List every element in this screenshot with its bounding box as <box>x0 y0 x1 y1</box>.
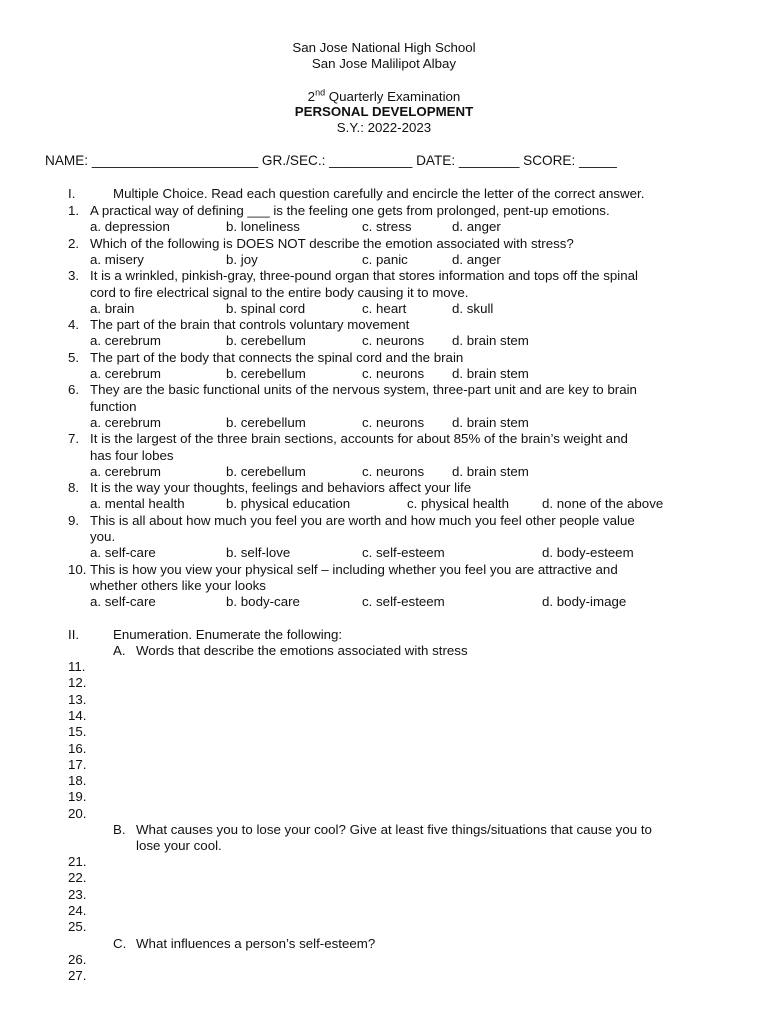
answer-blank-number: 23. <box>68 886 87 902</box>
section-b-line-2: lose your cool. <box>136 838 222 853</box>
answer-option[interactable]: d. skull <box>452 300 494 316</box>
question-text: The part of the body that connects the spinal cord and the brain <box>90 349 464 365</box>
answer-option[interactable]: c. neurons <box>362 414 425 430</box>
question-text: This is all about how much you feel you are worth and how much you feel other people value <box>90 512 635 528</box>
subject-title: PERSONAL DEVELOPMENT <box>294 104 474 119</box>
answer-option[interactable]: a. mental health <box>90 496 185 512</box>
part2-instruction: Enumeration. Enumerate the following: <box>113 627 343 642</box>
section-c-letter: C. <box>113 936 127 951</box>
answer-option[interactable]: c. self-esteem <box>362 594 445 610</box>
answer-blank-number: 16. <box>68 740 87 756</box>
answer-option[interactable]: a. cerebrum <box>90 333 161 349</box>
answer-blank-number: 15. <box>68 724 87 740</box>
question-number: 10. <box>68 561 87 577</box>
school-name: San Jose National High School <box>292 40 476 55</box>
question-text: It is the largest of the three brain sections, accounts for about 85% of the brain’s weight and <box>90 431 628 447</box>
exam-title <box>0 89 768 105</box>
answer-option[interactable]: a. depression <box>90 219 170 235</box>
question-text: They are the basic functional units of the nervous system, three-part unit and are key to brain <box>90 382 637 398</box>
answer-option[interactable]: d. none of the above <box>542 496 664 512</box>
question-number: 8. <box>68 480 80 496</box>
answer-option[interactable]: a. brain <box>90 300 135 316</box>
question-number: 9. <box>68 512 80 528</box>
question-text: you. <box>90 529 116 544</box>
answer-option[interactable]: c. neurons <box>362 463 425 479</box>
question-text: has four lobes <box>90 447 174 463</box>
answer-blank-number: 18. <box>68 773 87 789</box>
answer-option[interactable]: b. body-care <box>226 594 300 610</box>
answer-option[interactable]: b. cerebellum <box>226 414 306 430</box>
answer-option[interactable]: c. heart <box>362 300 407 316</box>
answer-option[interactable]: b. physical education <box>226 496 351 512</box>
answer-option[interactable]: c. self-esteem <box>362 545 445 561</box>
answer-option[interactable]: b. loneliness <box>226 219 300 235</box>
question-number: 6. <box>68 382 80 398</box>
answer-option[interactable]: a. cerebrum <box>90 463 161 479</box>
answer-blank-number: 27. <box>68 968 87 984</box>
question-number: 5. <box>68 349 80 365</box>
answer-blank-number: 12. <box>68 675 87 691</box>
quarter-number: 2 <box>307 89 316 104</box>
answer-option[interactable]: a. misery <box>90 251 144 267</box>
question-text: function <box>90 398 137 414</box>
answer-blank-number: 21. <box>68 854 87 869</box>
answer-blank-number: 26. <box>68 952 87 967</box>
answer-option[interactable]: d. body-image <box>542 594 627 610</box>
section-c-text: What influences a person’s self-esteem? <box>136 936 376 951</box>
part1-instruction: Multiple Choice. Read each question carefully and encircle the letter of the correct answer. <box>113 186 645 201</box>
answer-blank-number: 20. <box>68 805 87 821</box>
question-text: cord to fire electrical signal to the entire body causing it to move. <box>90 284 469 300</box>
answer-option[interactable]: b. cerebellum <box>226 333 306 349</box>
answer-option[interactable]: d. anger <box>452 219 501 235</box>
question-number: 4. <box>68 317 80 333</box>
answer-option[interactable]: d. brain stem <box>452 333 529 349</box>
answer-option[interactable]: d. brain stem <box>452 463 529 479</box>
answer-option[interactable]: a. self-care <box>90 545 156 561</box>
question-text: This is how you view your physical self – including whether you feel you are attractive and <box>90 561 618 577</box>
answer-option[interactable]: d. anger <box>452 251 501 267</box>
answer-option[interactable]: d. body-esteem <box>542 545 634 561</box>
question-text: whether others like your looks <box>90 577 266 593</box>
question-number: 2. <box>68 235 80 251</box>
answer-option[interactable]: c. physical health <box>407 496 509 512</box>
answer-option[interactable]: c. stress <box>362 219 412 235</box>
answer-option[interactable]: b. cerebellum <box>226 366 306 381</box>
answer-option[interactable]: c. neurons <box>362 333 425 349</box>
answer-option[interactable]: b. joy <box>226 251 258 267</box>
part1-numeral: I. <box>68 186 76 201</box>
question-text: It is a wrinkled, pinkish-gray, three-pound organ that stores information and tops off the spinal <box>90 268 638 284</box>
question-text: Which of the following is DOES NOT describe the emotion associated with stress? <box>90 235 574 251</box>
question-text: It is the way your thoughts, feelings and behaviors affect your life <box>90 480 472 496</box>
school-year: S.Y.: 2022-2023 <box>336 120 432 135</box>
part2-numeral: II. <box>68 627 80 642</box>
answer-blank-number: 17. <box>68 756 87 772</box>
question-number: 1. <box>68 203 80 218</box>
question-text: The part of the brain that controls voluntary movement <box>90 317 410 333</box>
question-number: 3. <box>68 268 80 284</box>
answer-option[interactable]: d. brain stem <box>452 366 529 381</box>
answer-option[interactable]: b. cerebellum <box>226 463 306 479</box>
answer-option[interactable]: a. self-care <box>90 594 156 610</box>
answer-option[interactable]: a. cerebrum <box>90 414 161 430</box>
answer-blank-number: 22. <box>68 870 87 886</box>
student-info-line: NAME: ______________________ GR./SEC.: ___________ DATE: ________ SCORE: _____ <box>45 153 617 168</box>
answer-blank-number: 14. <box>68 707 87 723</box>
answer-blank-number: 13. <box>68 691 87 707</box>
answer-blank-number: 25. <box>68 919 87 935</box>
question-number: 7. <box>68 431 80 447</box>
section-a-text: Words that describe the emotions associated with stress <box>136 643 468 658</box>
section-a-letter: A. <box>113 643 126 658</box>
answer-option[interactable]: a. cerebrum <box>90 366 161 381</box>
answer-option[interactable]: b. spinal cord <box>226 300 306 316</box>
answer-option[interactable]: b. self-love <box>226 545 291 561</box>
section-b-line-1: What causes you to lose your cool? Give at least five things/situations that cause you to <box>136 822 652 837</box>
answer-option[interactable]: c. panic <box>362 251 408 267</box>
section-b-letter: B. <box>113 822 126 837</box>
quarter-suffix: nd <box>315 87 326 98</box>
quarter-text: Quarterly Examination <box>325 89 461 104</box>
school-address: San Jose Malilipot Albay <box>311 56 457 71</box>
question-text: A practical way of defining ___ is the feeling one gets from prolonged, pent-up emotions. <box>90 203 610 218</box>
answer-blank-number: 19. <box>68 789 87 805</box>
answer-option[interactable]: d. brain stem <box>452 414 529 430</box>
answer-blank-number: 24. <box>68 902 87 918</box>
answer-option[interactable]: c. neurons <box>362 366 425 381</box>
answer-blank-number: 11. <box>68 659 86 674</box>
